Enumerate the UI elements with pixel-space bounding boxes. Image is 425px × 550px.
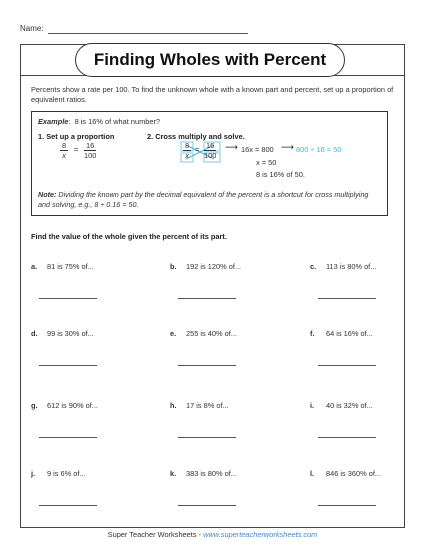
- problem-label: l.: [310, 469, 315, 478]
- note-text: [38, 190, 378, 210]
- arrow-icon-2: ⟶: [281, 142, 294, 152]
- work-line-2: x = 50: [256, 158, 277, 167]
- instruction-text: Find the value of the whole given the percent of its part.: [31, 232, 227, 241]
- problem-item: [310, 401, 373, 410]
- answer-line[interactable]: [39, 298, 97, 299]
- example-label: Example: [38, 117, 69, 126]
- problem-text: 612 is 90% of...: [47, 401, 98, 410]
- fraction-right: [84, 141, 96, 160]
- footer: [0, 530, 425, 539]
- name-label: Name:: [20, 24, 44, 33]
- name-field[interactable]: [48, 33, 248, 34]
- problem-item: [170, 262, 241, 271]
- problem-text: 113 is 80% of...: [326, 262, 377, 271]
- example-title: Example: 8 is 16% of what number?: [38, 117, 161, 126]
- problem-label: j.: [31, 469, 36, 478]
- problem-text: 383 is 80% of...: [186, 469, 237, 478]
- cross-equals: =: [195, 145, 200, 154]
- fraction-left-den: x: [62, 151, 66, 160]
- work-line-1: 16x = 800: [241, 145, 274, 154]
- work-line-3: 8 is 16% of 50.: [256, 170, 305, 179]
- problem-text: 17 is 8% of...: [186, 401, 229, 410]
- cross-right-num: 16: [206, 141, 215, 150]
- problem-item: [170, 469, 237, 478]
- fraction-right-num: 16: [86, 141, 95, 150]
- problem-label: e.: [170, 329, 177, 338]
- problem-item: [31, 401, 98, 410]
- cross-left-den: x: [185, 151, 189, 160]
- problem-label: k.: [170, 469, 177, 478]
- footer-separator: -: [198, 530, 202, 539]
- arrow-icon: ⟶: [225, 142, 238, 152]
- answer-line[interactable]: [318, 437, 376, 438]
- answer-line[interactable]: [39, 505, 97, 506]
- problem-item: [170, 401, 229, 410]
- cross-right-den: 100: [204, 151, 217, 160]
- problem-text: 192 is 120% of...: [186, 262, 242, 271]
- fraction-right-den: 100: [84, 151, 97, 160]
- cross-fraction-left: [183, 141, 191, 160]
- problem-text: 9 is 6% of...: [47, 469, 86, 478]
- problem-label: d.: [31, 329, 38, 338]
- problem-item: [31, 469, 86, 478]
- step1-title: 1. Set up a proportion: [38, 132, 115, 141]
- example-text: 8 is 16% of what number?: [74, 117, 161, 126]
- intro-text: Percents show a rate per 100. To find the unknown whole with a known part and percent, set up a proportion of equivalent ratios.: [31, 85, 394, 104]
- step2-title: 2. Cross multiply and solve.: [147, 132, 245, 141]
- note-label: Note:: [38, 190, 57, 199]
- problem-label: h.: [170, 401, 177, 410]
- answer-line[interactable]: [39, 365, 97, 366]
- answer-line[interactable]: [318, 505, 376, 506]
- problem-item: [310, 262, 376, 271]
- footer-url[interactable]: www.superteacherworksheets.com: [203, 530, 318, 539]
- problem-text: 81 is 75% of...: [47, 262, 94, 271]
- answer-line[interactable]: [178, 505, 236, 506]
- problem-label: a.: [31, 262, 38, 271]
- cross-left-num: 8: [185, 141, 190, 150]
- problem-label: f.: [310, 329, 315, 338]
- answer-line[interactable]: [318, 298, 376, 299]
- fraction-left: [60, 141, 68, 160]
- problem-label: b.: [170, 262, 177, 271]
- footer-brand: Super Teacher Worksheets: [107, 530, 197, 539]
- problem-text: 64 is 16% of...: [326, 329, 373, 338]
- problem-item: [310, 329, 373, 338]
- problem-item: [31, 262, 94, 271]
- answer-line[interactable]: [178, 298, 236, 299]
- cross-fraction-right: [204, 141, 216, 160]
- problem-item: [170, 329, 237, 338]
- work-line-1-shortcut: 800 ÷ 16 = 50: [296, 145, 342, 154]
- answer-line[interactable]: [318, 365, 376, 366]
- fraction-left-num: 8: [62, 141, 67, 150]
- answer-line[interactable]: [178, 365, 236, 366]
- problem-text: 40 is 32% of...: [326, 401, 373, 410]
- problem-label: c.: [310, 262, 317, 271]
- answer-line[interactable]: [178, 437, 236, 438]
- problem-text: 255 is 40% of...: [186, 329, 237, 338]
- problem-label: g.: [31, 401, 38, 410]
- note-body: Dividing the known part by the decimal equivalent of the percent is a shortcut for cross multiplying and solving, e.g., 8 ÷ 0.16 = 50.: [38, 190, 369, 209]
- equals-sign: =: [74, 145, 79, 154]
- problem-label: i.: [310, 401, 315, 410]
- problem-text: 846 is 360% of...: [326, 469, 382, 478]
- problem-item: [310, 469, 381, 478]
- problem-item: [31, 329, 94, 338]
- problem-text: 99 is 30% of...: [47, 329, 94, 338]
- answer-line[interactable]: [39, 437, 97, 438]
- page-title: Finding Wholes with Percent: [75, 43, 345, 77]
